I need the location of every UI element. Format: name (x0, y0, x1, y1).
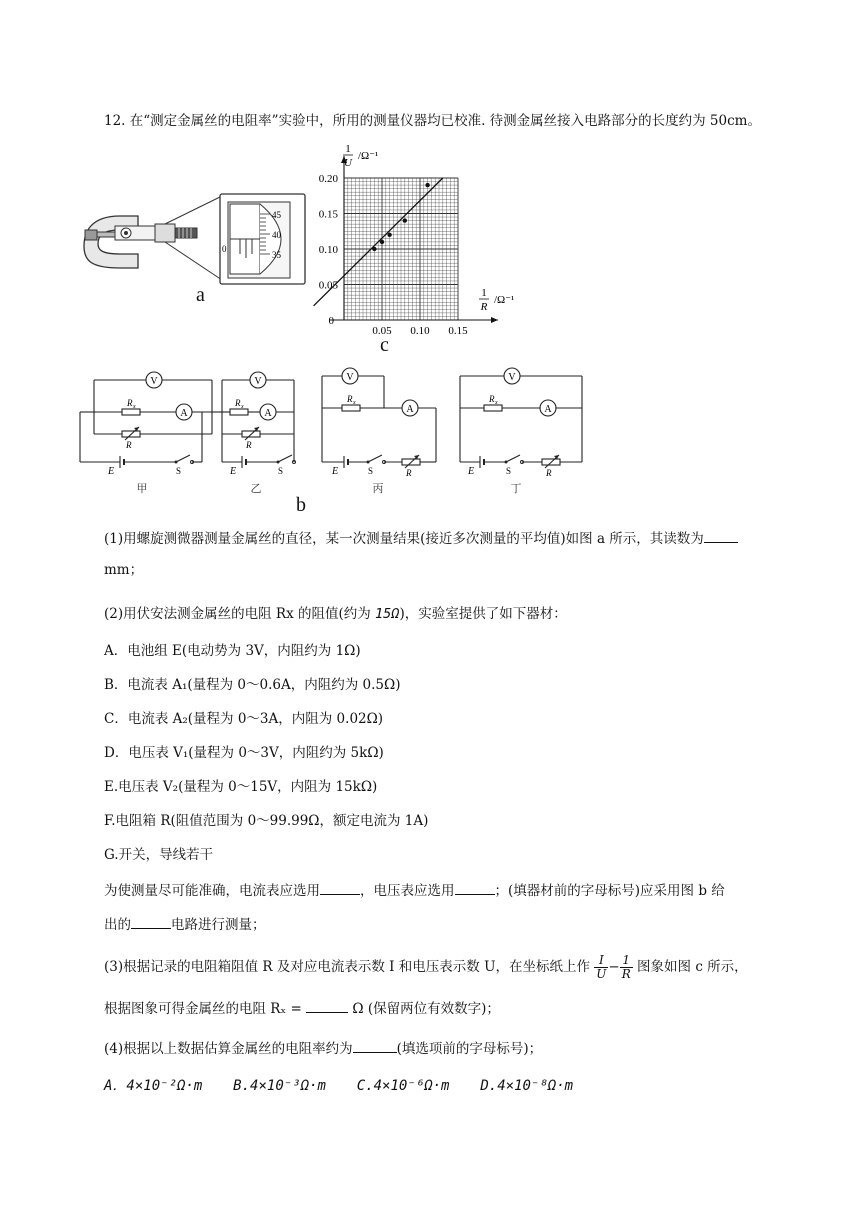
resistor-rx (342, 405, 360, 411)
part-3-line2b: Ω (保留两位有效数字)； (352, 1001, 500, 1017)
part-3-text-a: (3)根据记录的电阻箱阻值 R 及对应电流表示数 I 和电压表示数 U，在坐标纸上作 (104, 959, 590, 975)
option-g: G.开关，导线若干 (104, 847, 214, 863)
circuit-jia (80, 372, 222, 495)
ammeter-label: A (264, 408, 272, 419)
x-axis-arrow (491, 317, 498, 323)
ammeter-label: A (406, 404, 414, 415)
voltmeter-label: V (508, 372, 516, 383)
y-tick-label: 0.15 (318, 208, 338, 221)
s-label: S (368, 466, 374, 476)
option-a: A．电池组 E(电动势为 3V，内阻约为 1Ω) (104, 643, 361, 659)
r-label: R (406, 468, 412, 478)
r-label: R (246, 440, 252, 450)
answer-blank-resistivity[interactable] (353, 1038, 397, 1053)
figure-a-micrometer (80, 188, 310, 303)
circuit-name: 丁 (510, 483, 522, 495)
r-label: R (126, 440, 132, 450)
y-tick-label: 0.20 (318, 173, 338, 185)
part-2-q-line2a: 出的 (104, 917, 131, 933)
rx-label: R (489, 394, 495, 404)
part-4-text: (4)根据以上数据估算金属丝的电阻率约为 (104, 1041, 353, 1057)
voltmeter-label: V (150, 376, 158, 387)
data-point (425, 183, 429, 187)
part-1-line2: mm； (104, 562, 144, 578)
part-1-line1 (104, 528, 738, 549)
part-2-q-line2b: 电路进行测量； (171, 917, 266, 933)
option-d: D．电压表 V₁(量程为 0～3V，内阻约为 5kΩ) (104, 745, 384, 761)
s-label: S (278, 466, 284, 476)
part-2-intro-value: 15Ω (375, 606, 400, 622)
voltmeter-label: V (254, 376, 262, 387)
scale-35: 35 (272, 250, 281, 260)
answer-blank-circuit[interactable] (131, 914, 171, 929)
scale-40: 40 (272, 230, 281, 240)
switch-blade (278, 455, 292, 462)
circuit-name: 乙 (250, 483, 262, 495)
answer-choices (104, 1076, 573, 1096)
origin-label: 0 (328, 315, 334, 327)
option-b: B．电流表 A₁(量程为 0～0.6A，内阻约为 0.5Ω) (104, 677, 401, 693)
s-label: S (176, 466, 182, 476)
part-2-q-b: ，电压表应选用 (360, 883, 455, 899)
part-2-question (104, 880, 725, 901)
minus-sign: − (608, 959, 620, 975)
x-tick-label: 0.10 (410, 325, 430, 337)
option-e: E.电压表 V₂(量程为 0～15V，内阻为 15kΩ) (104, 779, 378, 795)
chart-grid (344, 178, 458, 320)
answer-blank-voltmeter[interactable] (455, 880, 495, 895)
rx-sub: x (133, 404, 136, 410)
circuit-bing (322, 368, 436, 495)
x-axis-label-den: R (480, 301, 488, 313)
x-tick-label: 0.15 (448, 325, 468, 337)
rx-sub: x (353, 400, 356, 406)
e-label: E (108, 466, 115, 477)
x-tick-label: 0.05 (372, 325, 392, 337)
chart-axes (330, 156, 498, 323)
data-point (387, 233, 391, 237)
part-2-question-line2 (104, 914, 266, 935)
r-label: R (546, 468, 552, 478)
rx-label: R (235, 398, 241, 408)
part-1-text: (1)用螺旋测微器测量金属丝的直径，某一次测量结果(接近多次测量的平均值)如图 a 所示，其读数为 (104, 531, 704, 547)
part-2-intro-b: )，实验室提供了如下器材： (399, 606, 567, 622)
switch-blade (368, 455, 382, 462)
rx-sub: x (241, 404, 244, 410)
question-stem: 12. 在“测定金属丝的电阻率”实验中，所用的测量仪器均已校准. 待测金属丝接入电路部分的长度约为 50cm。 (104, 113, 761, 129)
part-4-text-b: (填选项前的字母标号)； (396, 1041, 543, 1057)
e-label: E (468, 466, 475, 477)
x-axis-label-num: 1 (481, 287, 487, 299)
circuit-ding (460, 368, 582, 495)
choice-a[interactable]: A．4×10⁻²Ω·m (104, 1078, 203, 1094)
figure-b-circuits (76, 366, 596, 498)
answer-blank-1[interactable] (704, 528, 738, 543)
option-f: F.电阻箱 R(阻值范围为 0～99.99Ω，额定电流为 1A) (104, 813, 429, 829)
y-tick-label: 0.05 (318, 279, 338, 292)
resistor-rx (484, 405, 502, 411)
data-point (380, 240, 384, 244)
part-3-line1 (104, 950, 748, 984)
part-3-text-b: 图象如图 c 所示， (637, 959, 748, 975)
choice-d[interactable]: D.4×10⁻⁸Ω·m (480, 1078, 574, 1094)
part-3-line2a: 根据图象可得金属丝的电阻 Rₓ = (104, 1001, 302, 1017)
scale-45: 45 (272, 210, 281, 220)
part-2-q-c: ；(填器材前的字母标号)应采用图 b 给 (494, 883, 725, 899)
part-2-intro-a: (2)用伏安法测金属丝的电阻 Rx 的阻值(约为 (104, 606, 376, 622)
circuit-yi (222, 372, 296, 495)
figure-c-label: c (380, 334, 389, 356)
rx-label: R (127, 398, 133, 408)
fraction-i-over-u: $\frac{I}{U}$ (596, 953, 607, 981)
resistor-rx (122, 409, 140, 415)
y-axis-label-num: 1 (345, 143, 351, 155)
choice-b[interactable]: B.4×10⁻³Ω·m (233, 1078, 326, 1094)
figure-c-chart (300, 142, 515, 356)
part-4 (104, 1038, 542, 1059)
e-label: E (332, 466, 339, 477)
switch-blade (176, 455, 190, 462)
y-axis-label-unit: /Ω⁻¹ (358, 150, 379, 162)
part-2-q-a: 为使测量尽可能准确，电流表应选用 (104, 883, 320, 899)
resistor-rx (230, 409, 248, 415)
switch-blade (506, 455, 520, 462)
ammeter-label: A (180, 408, 188, 419)
x-axis-label-unit: /Ω⁻¹ (494, 294, 515, 306)
e-label: E (230, 466, 237, 477)
s-label: S (506, 466, 512, 476)
circuit-name: 丙 (372, 483, 384, 495)
voltmeter-label: V (346, 372, 354, 383)
y-tick-label: 0.10 (318, 244, 338, 256)
fraction-1-over-r: $\frac{1}{R}$ (621, 953, 631, 981)
ammeter-label: A (544, 404, 552, 415)
option-c: C．电流表 A₂(量程为 0～3A，内阻为 0.02Ω) (104, 711, 384, 727)
data-point (403, 218, 407, 222)
rx-sub: x (495, 400, 498, 406)
data-point (372, 247, 376, 251)
figure-a-label: a (196, 284, 205, 306)
scale-zero: 0 (222, 244, 227, 254)
y-axis-label-den: U (344, 157, 352, 169)
choice-c[interactable]: C.4×10⁻⁶Ω·m (356, 1078, 450, 1094)
answer-blank-rx[interactable] (306, 998, 348, 1013)
figure-b-label: b (296, 494, 306, 516)
rx-label: R (347, 394, 353, 404)
circuit-name: 甲 (136, 483, 148, 495)
part-3-line2 (104, 998, 500, 1019)
answer-blank-ammeter[interactable] (320, 880, 360, 895)
part-2-intro (104, 604, 567, 624)
